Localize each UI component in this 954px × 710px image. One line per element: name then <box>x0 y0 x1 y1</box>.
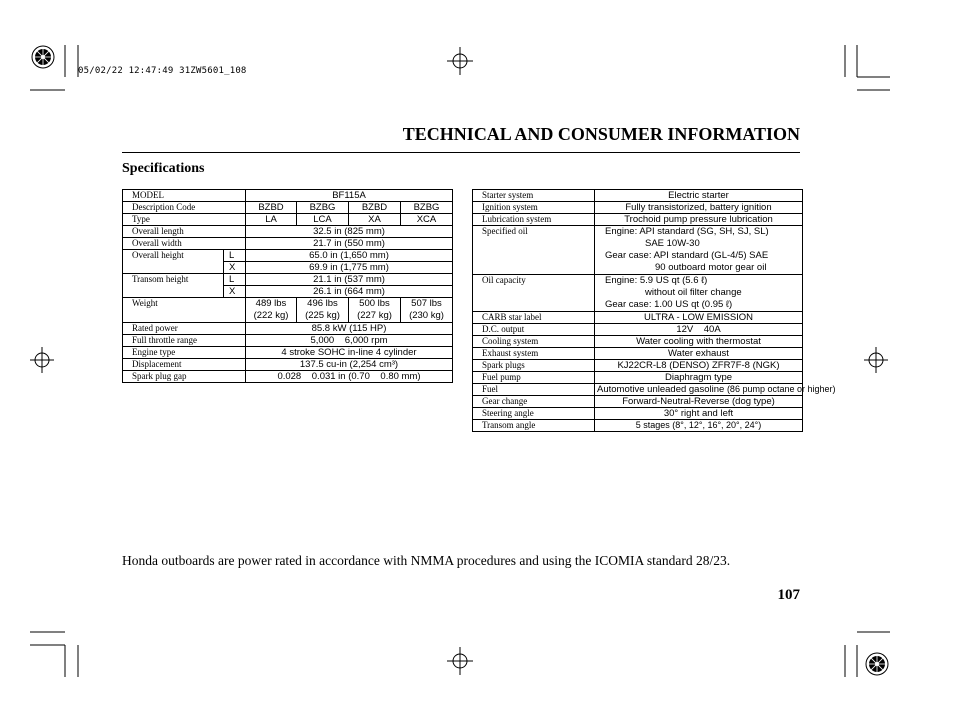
spec-label: Type <box>123 214 246 226</box>
spec-value: ULTRA - LOW EMISSION <box>595 312 803 324</box>
table-row <box>123 371 453 383</box>
table-row <box>473 348 803 360</box>
spec-label: Cooling system <box>473 336 595 348</box>
table-row <box>123 274 453 286</box>
table-row <box>123 298 453 323</box>
spec-label: Starter system <box>473 190 595 202</box>
spec-value: 26.1 in (664 mm) <box>246 286 453 298</box>
sunburst-target-bottom-right-icon <box>866 653 888 675</box>
table-row <box>123 323 453 335</box>
table-row <box>473 214 803 226</box>
spec-sublabel: X <box>224 286 246 298</box>
spec-label: Ignition system <box>473 202 595 214</box>
crosshair-left-icon <box>30 347 54 373</box>
spec-value: Automotive unleaded gasoline (86 pump octane or higher) <box>595 384 803 396</box>
spec-label: Fuel <box>473 384 595 396</box>
spec-value: Engine: 5.9 US qt (5.6 ℓ) without oil filter change Gear case: 1.00 US qt (0.95 ℓ) <box>595 275 803 312</box>
spec-value: BF115A <box>246 190 453 202</box>
table-row <box>473 360 803 372</box>
spec-value: LCA <box>297 214 349 226</box>
table-row <box>123 214 453 226</box>
spec-label: MODEL <box>123 190 246 202</box>
table-row <box>123 335 453 347</box>
spec-value: 0.028 0.031 in (0.70 0.80 mm) <box>246 371 453 383</box>
spec-label: Gear change <box>473 396 595 408</box>
table-row <box>473 372 803 384</box>
footnote-text: Honda outboards are power rated in accordance with NMMA procedures and using the ICOMIA standard 28/23. <box>122 553 731 568</box>
spec-label: Displacement <box>123 359 246 371</box>
spec-sublabel: L <box>224 274 246 286</box>
spec-value: BZBD <box>349 202 401 214</box>
table-row <box>123 190 453 202</box>
spec-value: Trochoid pump pressure lubrication <box>595 214 803 226</box>
spec-value: 21.7 in (550 mm) <box>246 238 453 250</box>
table-row <box>123 347 453 359</box>
page-number: 107 <box>777 587 800 603</box>
table-row <box>473 420 803 432</box>
spec-value: 69.9 in (1,775 mm) <box>246 262 453 274</box>
crosshair-right-icon <box>864 347 888 373</box>
spec-label: Description Code <box>123 202 246 214</box>
spec-label: Steering angle <box>473 408 595 420</box>
spec-label: Spark plug gap <box>123 371 246 383</box>
spec-label: Transom angle <box>473 420 595 432</box>
spec-label: D.C. output <box>473 324 595 336</box>
table-row <box>473 384 803 396</box>
spec-label: CARB star label <box>473 312 595 324</box>
spec-value: 5 stages (8°, 12°, 16°, 20°, 24°) <box>595 420 803 432</box>
table-row <box>123 226 453 238</box>
table-row <box>473 312 803 324</box>
crosshair-top-center-icon <box>447 47 473 75</box>
print-timestamp: 05/02/22 12:47:49 31ZW5601_108 <box>78 66 247 76</box>
spec-value: BZBD <box>246 202 297 214</box>
right-spec-table <box>472 189 836 432</box>
spec-value: 12V 40A <box>595 324 803 336</box>
spec-label: Weight <box>123 298 246 323</box>
table-row <box>123 359 453 371</box>
spec-value: Water cooling with thermostat <box>595 336 803 348</box>
spec-label: Specified oil <box>473 226 595 275</box>
table-row <box>473 408 803 420</box>
spec-value: Forward-Neutral-Reverse (dog type) <box>595 396 803 408</box>
spec-label: Engine type <box>123 347 246 359</box>
spec-label: Overall width <box>123 238 246 250</box>
spec-value: 489 lbs (222 kg) <box>246 298 297 323</box>
spec-label: Rated power <box>123 323 246 335</box>
spec-value: 30° right and left <box>595 408 803 420</box>
table-row <box>123 250 453 262</box>
spec-value: XCA <box>401 214 453 226</box>
spec-value: 507 lbs (230 kg) <box>401 298 453 323</box>
spec-label: Full throttle range <box>123 335 246 347</box>
spec-value: Engine: API standard (SG, SH, SJ, SL) SAE 10W-30 Gear case: API standard (GL-4/5) SAE 90 outboard motor gear oil <box>595 226 803 275</box>
spec-label: Exhaust system <box>473 348 595 360</box>
spec-label: Fuel pump <box>473 372 595 384</box>
spec-label: Lubrication system <box>473 214 595 226</box>
sunburst-target-top-left-icon <box>32 46 54 68</box>
spec-value: Electric starter <box>595 190 803 202</box>
spec-sublabel: X <box>224 262 246 274</box>
page-header-title: TECHNICAL AND CONSUMER INFORMATION <box>402 124 800 144</box>
spec-label: Overall length <box>123 226 246 238</box>
spec-value: 32.5 in (825 mm) <box>246 226 453 238</box>
table-row <box>473 324 803 336</box>
spec-value: 500 lbs (227 kg) <box>349 298 401 323</box>
spec-label: Spark plugs <box>473 360 595 372</box>
table-row <box>123 238 453 250</box>
section-title: Specifications <box>122 161 205 176</box>
table-row <box>473 190 803 202</box>
spec-value: Water exhaust <box>595 348 803 360</box>
spec-value: 496 lbs (225 kg) <box>297 298 349 323</box>
table-row <box>473 202 803 214</box>
spec-value: XA <box>349 214 401 226</box>
table-row <box>473 275 803 312</box>
spec-value: Diaphragm type <box>595 372 803 384</box>
table-row <box>123 202 453 214</box>
crosshair-bottom-center-icon <box>447 647 473 675</box>
table-row <box>473 396 803 408</box>
spec-value: 85.8 kW (115 HP) <box>246 323 453 335</box>
spec-value: 65.0 in (1,650 mm) <box>246 250 453 262</box>
spec-value: 21.1 in (537 mm) <box>246 274 453 286</box>
table-row <box>473 226 803 275</box>
table-row <box>473 336 803 348</box>
header-rule <box>122 152 800 153</box>
left-spec-table <box>122 189 453 383</box>
spec-value: BZBG <box>297 202 349 214</box>
spec-label: Oil capacity <box>473 275 595 312</box>
spec-sublabel: L <box>224 250 246 262</box>
spec-value: KJ22CR-L8 (DENSO) ZFR7F-8 (NGK) <box>595 360 803 372</box>
spec-value: 4 stroke SOHC in-line 4 cylinder <box>246 347 453 359</box>
spec-label: Transom height <box>123 274 224 298</box>
spec-value: BZBG <box>401 202 453 214</box>
spec-value: Fully transistorized, battery ignition <box>595 202 803 214</box>
spec-value: 137.5 cu-in (2,254 cm³) <box>246 359 453 371</box>
spec-value: 5,000 6,000 rpm <box>246 335 453 347</box>
spec-value: LA <box>246 214 297 226</box>
spec-label: Overall height <box>123 250 224 274</box>
